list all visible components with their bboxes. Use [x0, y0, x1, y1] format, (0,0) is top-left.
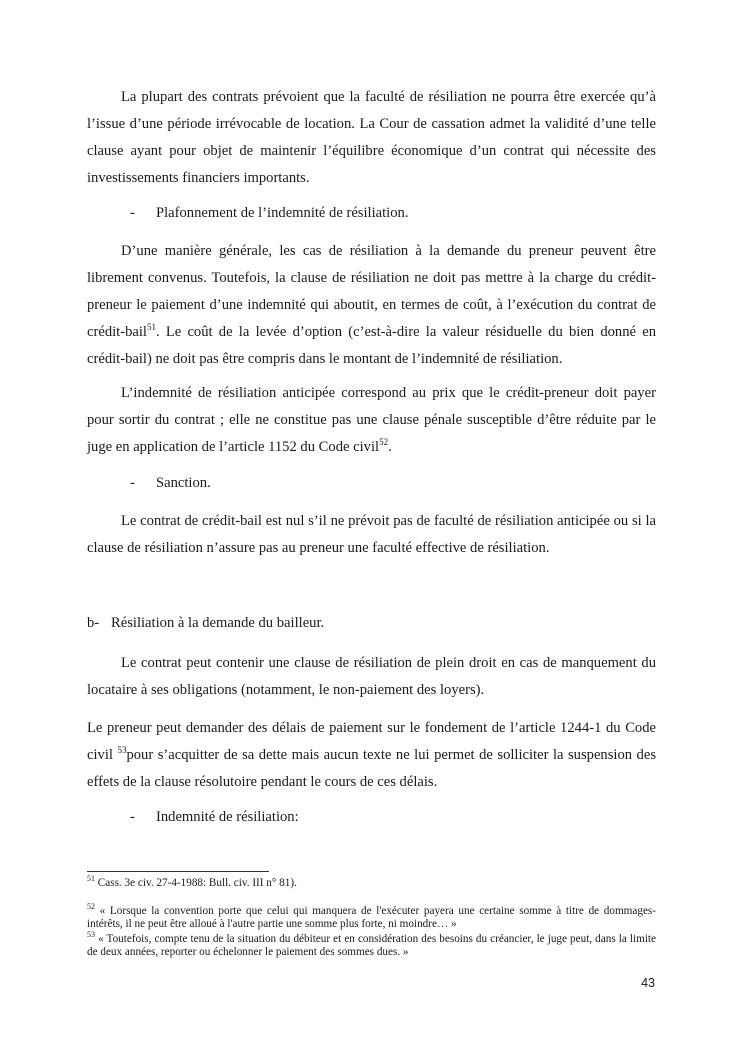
- footnote-number: 51: [87, 874, 95, 883]
- footnote-52: [87, 902, 656, 931]
- footnote-number: 52: [87, 902, 95, 911]
- page-number: 43: [641, 976, 655, 990]
- paragraph-indemnite-anticipee: [87, 380, 656, 461]
- bullet-sanction: [130, 470, 211, 497]
- paragraph-text: .: [388, 439, 392, 455]
- paragraph-text: L’indemnité de résiliation anticipée correspond au prix que le crédit-preneur doit payer pour sortir du contrat ; elle ne constitue pas une clause pénale susceptible d’être réduite par le juge en application de l’article 1152 du Code civil: [87, 385, 656, 455]
- footnote-51: [87, 874, 656, 890]
- footnote-text: Cass. 3e civ. 27-4-1988: Bull. civ. III n° 81).: [95, 877, 297, 889]
- section-heading-bailleur: [87, 610, 324, 637]
- section-number: b-: [87, 615, 100, 631]
- paragraph-resiliation-preneur: [87, 238, 656, 373]
- paragraph-text: D’une manière générale, les cas de résiliation à la demande du preneur peuvent être librement convenus. Toutefois, la clause de résiliation ne doit pas mettre à la charge du crédit-preneur le paiement d’une indemnité qui aboutit, en termes de coût, à l’exécution du contrat de crédit-bail: [87, 243, 656, 340]
- footnote-ref-51: 51: [146, 322, 156, 332]
- paragraph-text: pour s’acquitter de sa dette mais aucun texte ne lui permet de solliciter la suspension des effets de la clause résolutoire pendant le cours de ces délais.: [87, 747, 657, 790]
- footnote-number: 53: [87, 930, 95, 939]
- bullet-dash: -: [130, 205, 135, 221]
- paragraph-text: Le preneur peut demander des délais de paiement sur le fondement de l’article 1244-1 du Code civil: [87, 720, 656, 763]
- bullet-label: Sanction.: [156, 475, 211, 491]
- footnote-ref-52: 52: [379, 437, 389, 447]
- bullet-label: Indemnité de résiliation:: [156, 809, 299, 825]
- bullet-dash: -: [130, 809, 135, 825]
- footnote-ref-53: 53: [117, 745, 127, 755]
- bullet-dash: -: [130, 475, 135, 491]
- footnote-53: [87, 930, 656, 959]
- paragraph-delais-paiement: [87, 715, 656, 796]
- bullet-label: Plafonnement de l’indemnité de résiliation.: [156, 205, 409, 221]
- paragraph-text: . Le coût de la levée d’option (c’est-à-dire la valeur résiduelle du bien donné en crédit-bail) ne doit pas être compris dans le montant de l’indemnité de résiliation.: [87, 324, 656, 367]
- bullet-indemnite: [130, 804, 299, 831]
- paragraph-irrevocable-period: La plupart des contrats prévoient que la faculté de résiliation ne pourra être exercée qu’à l’issue d’une période irrévocable de location. La Cour de cassation admet la validité d’une telle clause ayant pour objet de maintenir l’équilibre économique d’un contrat qui nécessite des investissements financiers importants.: [87, 89, 656, 186]
- paragraph-clause-plein-droit: Le contrat peut contenir une clause de résiliation de plein droit en cas de manquement du locataire à ses obligations (notamment, le non-paiement des loyers).: [87, 655, 656, 698]
- bullet-plafonnement: [130, 200, 408, 227]
- footnote-text: « Lorsque la convention porte que celui qui manquera de l'exécuter payera une certaine somme à titre de dommages-intérêts, il ne peut être alloué à l'autre partie une somme plus forte, ni moindre… »: [87, 905, 656, 930]
- section-title: Résiliation à la demande du bailleur.: [111, 615, 325, 631]
- footnote-text: « Toutefois, compte tenu de la situation du débiteur et en considération des besoins du créancier, le juge peut, dans la limite de deux années, reporter ou échelonner le paiement des sommes dues. »: [87, 933, 656, 958]
- footnote-separator: [87, 871, 269, 872]
- paragraph-nullite: Le contrat de crédit-bail est nul s’il ne prévoit pas de faculté de résiliation anticipée ou si la clause de résiliation n’assure pas au preneur une faculté effective de résiliation.: [87, 513, 656, 556]
